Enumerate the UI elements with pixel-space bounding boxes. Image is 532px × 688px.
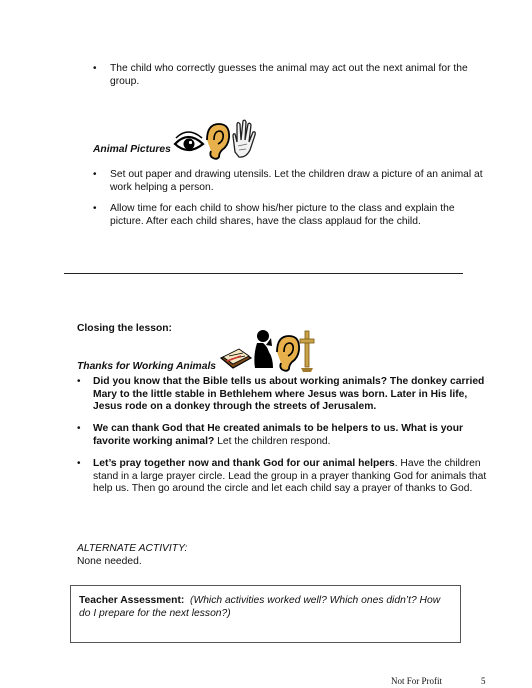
closing-heading: Closing the lesson: bbox=[77, 323, 172, 334]
assessment-box bbox=[70, 585, 461, 643]
assessment-prompt: (Which activities worked well? Which ones didn’t? How do I prepare for the next lesson?) bbox=[79, 595, 441, 619]
assessment-label: Teacher Assessment: bbox=[79, 595, 185, 606]
footer-text: Not For Profit bbox=[391, 676, 443, 686]
assessment-text bbox=[79, 595, 452, 620]
page-number: 5 bbox=[481, 676, 486, 686]
bible-icon bbox=[221, 349, 251, 368]
praying-child-icon bbox=[254, 330, 273, 368]
bullet-icon: • bbox=[93, 63, 97, 74]
bullet-icon: • bbox=[77, 458, 81, 469]
bullet-icon: • bbox=[77, 376, 81, 387]
alternate-value: None needed. bbox=[77, 556, 142, 567]
bullet-text bbox=[93, 458, 488, 496]
alternate-label: ALTERNATE ACTIVITY: bbox=[77, 543, 188, 554]
eye-icon bbox=[175, 132, 203, 150]
ear-icon bbox=[207, 124, 229, 159]
bullet-icon: • bbox=[93, 203, 97, 214]
bullet-text: Allow time for each child to show his/her picture to the class and explain the picture. After each child shares, have the class applaud for the child. bbox=[110, 203, 455, 227]
bullet-rest: . Have the children stand in a large prayer circle. Lead the group in a prayer thanking God for animals that help us. Then go around the circle and let each child say a prayer of thanks to God. bbox=[93, 458, 487, 495]
divider bbox=[64, 273, 463, 274]
cross-icon bbox=[300, 331, 314, 372]
section-title: Animal Pictures bbox=[93, 144, 171, 155]
bullet-icon: • bbox=[77, 423, 81, 434]
sense-icons bbox=[173, 116, 263, 160]
bullet-rest: Let the children respond. bbox=[214, 435, 331, 447]
bullet-bold: We can thank God that He created animals to be helpers to us. What is your favorite working animal? bbox=[93, 423, 464, 447]
bullet-text bbox=[93, 423, 488, 448]
ear-icon bbox=[277, 336, 299, 371]
bullet-text: Did you know that the Bible tells us about working animals? The donkey carried Mary to the little stable in Bethlehem where Jesus was born. Later in His life, Jesus rode on a donkey through the streets of Jerusalem. bbox=[93, 376, 485, 413]
bullet-text: The child who correctly guesses the animal may act out the next animal for the group. bbox=[110, 63, 468, 87]
prayer-icons bbox=[219, 328, 315, 374]
bullet-bold: Let’s pray together now and thank God for our animal helpers bbox=[93, 458, 395, 469]
bullet-text: Set out paper and drawing utensils. Let the children draw a picture of an animal at work helping a person. bbox=[110, 169, 483, 193]
hand-icon bbox=[233, 120, 255, 157]
bullet-icon: • bbox=[93, 169, 97, 180]
closing-subheading: Thanks for Working Animals bbox=[77, 361, 217, 372]
